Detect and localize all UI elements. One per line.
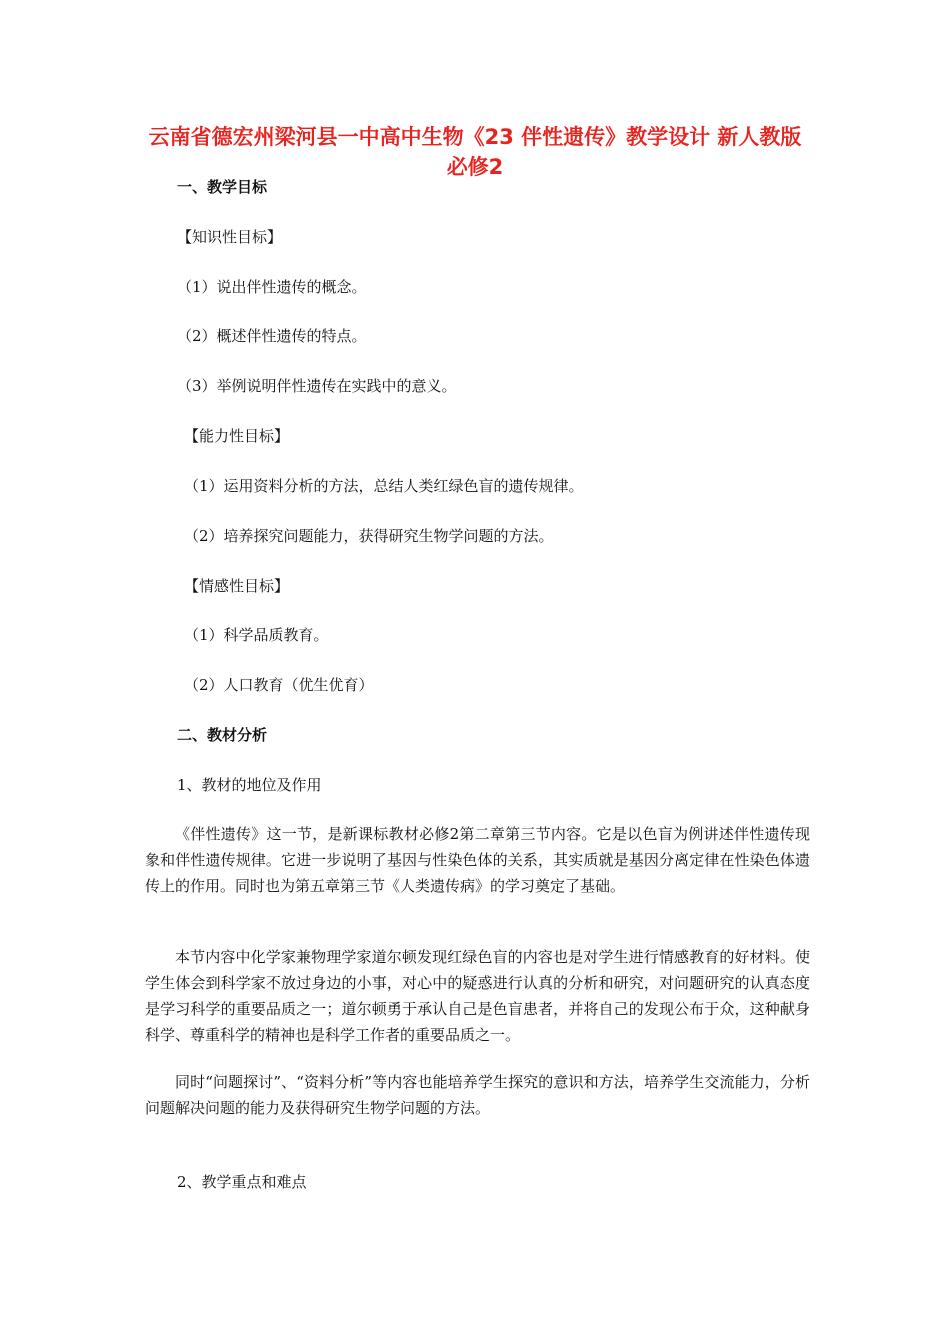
section-heading-teaching-goals: 一、教学目标: [177, 178, 268, 196]
subheading-material-role: 1、教材的地位及作用: [177, 776, 322, 794]
subheading-key-points: 2、教学重点和难点: [177, 1173, 307, 1191]
document-title: 云南省德宏州梁河县一中高中生物《23 伴性遗传》教学设计 新人教版必修2: [148, 125, 802, 179]
emotion-goal-item-2: （2）人口教育（优生优育）: [184, 676, 374, 694]
knowledge-goal-item-1: （1）说出伴性遗传的概念。: [177, 278, 367, 296]
paragraph-2: 本节内容中化学家兼物理学家道尔顿发现红绿色盲的内容也是对学生进行情感教育的好材料。使学生体会到科学家不放过身边的小事，对心中的疑惑进行认真的分析和研究，对问题研究的认真态度是学习科学的重要品质之一；道尔顿勇于承认自己是色盲患者，并将自己的发现公布于众，这种献身科学、尊重科学的精神也是科学工作者的重要品质之一。: [145, 948, 810, 1044]
paragraph-3: 同时“问题探讨”、“资料分析”等内容也能培养学生探究的意识和方法，培养学生交流能力，分析问题解决问题的能力及获得研究生物学问题的方法。: [145, 1073, 810, 1117]
section-heading-material-analysis: 二、教材分析: [177, 726, 268, 744]
ability-goal-item-2: （2）培养探究问题能力，获得研究生物学问题的方法。: [184, 527, 554, 545]
knowledge-goal-item-3: （3）举例说明伴性遗传在实践中的意义。: [177, 377, 457, 395]
knowledge-goals-label: 【知识性目标】: [177, 228, 283, 246]
ability-goal-item-1: （1）运用资料分析的方法，总结人类红绿色盲的遗传规律。: [184, 477, 584, 495]
knowledge-goal-item-2: （2）概述伴性遗传的特点。: [177, 327, 367, 345]
ability-goals-label: 【能力性目标】: [184, 427, 290, 445]
emotion-goal-item-1: （1）科学品质教育。: [184, 626, 329, 644]
emotion-goals-label: 【情感性目标】: [184, 577, 290, 595]
paragraph-1: 《伴性遗传》这一节，是新课标教材必修2第二章第三节内容。它是以色盲为例讲述伴性遗传现象和伴性遗传规律。它进一步说明了基因与性染色体的关系，其实质就是基因分离定律在性染色体遗传上的作用。同时也为第五章第三节《人类遗传病》的学习奠定了基础。: [145, 825, 810, 895]
